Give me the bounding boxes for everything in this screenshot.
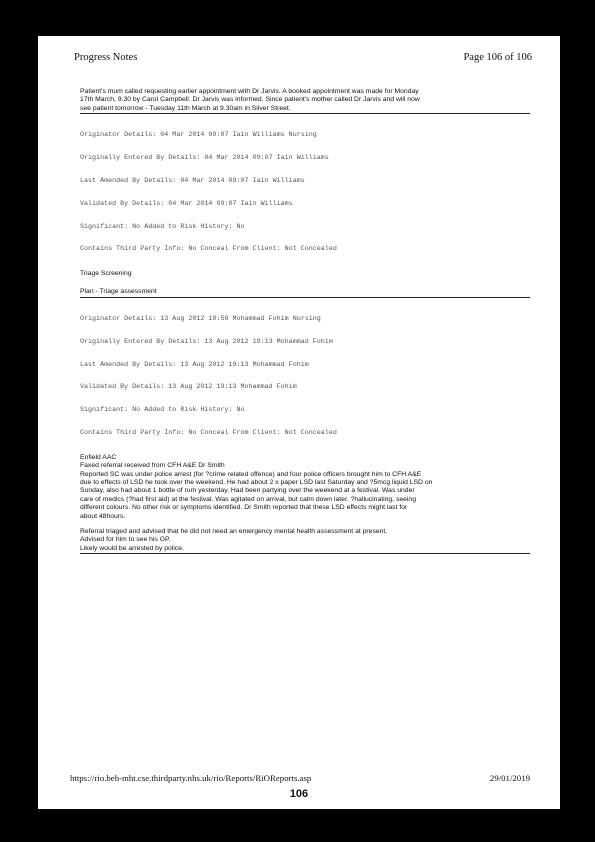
page-number: 106 bbox=[289, 788, 309, 800]
entry2-outcome: Referral triaged and advised that he did not need an emergency mental health assessment at present. Advised for him to see his GP. Likely would be arrested by police. bbox=[80, 528, 530, 554]
report-title: Progress Notes bbox=[74, 52, 138, 63]
entry1-detail-line: Significant: No Added to Risk History: No bbox=[80, 222, 245, 231]
entry1-detail-line: Validated By Details: 04 Mar 2014 09:07 Iain Williams bbox=[80, 199, 293, 208]
entry2-detail-line: Originator Details: 13 Aug 2012 18:58 Mohammad Fohim Nursing bbox=[80, 315, 321, 324]
entry2-detail-line: Originally Entered By Details: 13 Aug 2012 19:13 Mohammad Fohim bbox=[80, 337, 333, 346]
entry1-details bbox=[80, 117, 530, 269]
entry2-detail-line: Validated By Details: 13 Aug 2012 19:13 Mohammad Fohim bbox=[80, 383, 297, 392]
document-page bbox=[38, 36, 560, 809]
entry2-details bbox=[80, 301, 530, 453]
page-indicator: Page 106 of 106 bbox=[463, 52, 532, 63]
entry1-detail-line: Originator Details: 04 Mar 2014 09:07 Iain Williams Nursing bbox=[80, 131, 317, 140]
entry1-detail-line: Last Amended By Details: 04 Mar 2014 09:07 Iain Williams bbox=[80, 176, 305, 185]
entry2-title: Plan - Triage assessment bbox=[80, 288, 530, 298]
entry1-note: Patient's mum called requesting earlier appointment with Dr Jarvis. A booked appointment was made for Monday 17th March, 9.30 by Carol Campbell. Dr Jarvis was informed. Since patient's mother called Dr Jarvis and will now see patient tomorrow - Tuesday 11th March at 9.30am in Silver Street. bbox=[80, 88, 530, 114]
entry1-label: Triage Screening bbox=[80, 270, 132, 278]
entry1-detail-line: Originally Entered By Details: 04 Mar 2014 09:07 Iain Williams bbox=[80, 154, 329, 163]
entry2-body: Faxed referral received from CFH A&E Dr Smith Reported SC was under police arrest (for ?crime related offence) and four police officers brought him to CFH A&E due to effects of LSD he took over the weekend. He had about 2 x paper LSD last Saturday and ?5mcg liquid LSD on Sunday, also had about 1 bottle of rum yesterday. Had been partying over the weekend at a festival. Was under care of medics (?had first aid) at the festival. Was agitated on arrival, but calm down later. ?hallucinating, seeing different colours. No other risk or symptoms identified. Dr Smith reported that these LSD effects might last for about 48hours. bbox=[80, 462, 433, 520]
entry1-detail-line: Contains Third Party Info: No Conceal From Client: Not Concealed bbox=[80, 245, 337, 254]
footer-url: https://rio.beh-mht.cse.thirdparty.nhs.uk/rio/Reports/RiOReports.asp bbox=[70, 773, 312, 783]
footer-date: 29/01/2019 bbox=[489, 773, 530, 783]
entry2-detail-line: Contains Third Party Info: No Conceal From Client: Not Concealed bbox=[80, 429, 337, 437]
entry2-detail-line: Significant: No Added to Risk History: No bbox=[80, 406, 245, 415]
entry2-team: Enfield AAC bbox=[80, 453, 117, 461]
entry2-detail-line: Last Amended By Details: 13 Aug 2012 19:13 Mohammad Fohim bbox=[80, 360, 309, 369]
progress-notes-content bbox=[80, 88, 530, 554]
spacer bbox=[80, 521, 530, 528]
